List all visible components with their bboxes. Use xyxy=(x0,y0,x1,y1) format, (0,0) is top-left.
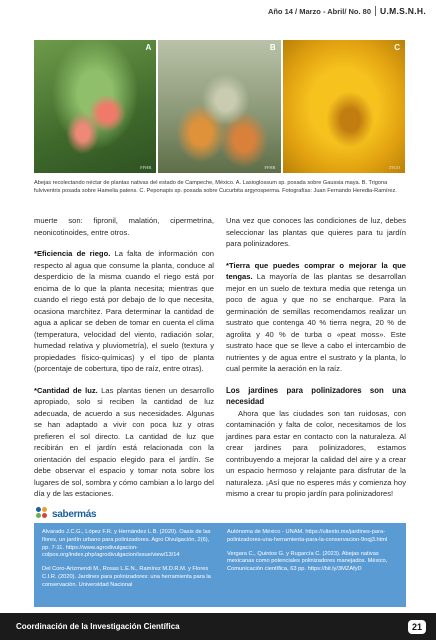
paragraph xyxy=(34,248,214,375)
photo-a xyxy=(34,40,156,173)
photo-b xyxy=(158,40,280,173)
photo-letter: A xyxy=(145,43,152,52)
paragraph: Una vez que conoces las condiciones de luz, debes seleccionar las plantas que quieres para tu jardín para polinizadores. xyxy=(226,216,406,248)
paragraph-lead: *Eficiencia de riego. xyxy=(34,249,111,258)
page-footer xyxy=(0,613,436,640)
paragraph-body: La mayoría de las plantas se desarrollan mejor en un suelo de textura media que retenga un poco de agua y que no se encharque. Para la germinación de semillas recomendamos realizar un sustrato que contenga 40 % tierra negra, 20 % de agrolita y 40 % de turba o «peat moss». Este sustrato hace que se lleve a cabo el intercambio de nutrientes y de agua entre el sustrato y la planta, lo cual permite la aeración en la raíz. xyxy=(226,272,406,373)
footer-title: Coordinación de la Investigación Científica xyxy=(16,622,180,631)
paragraph xyxy=(34,385,214,500)
paragraph-lead: *Tierra que puedes comprar o mejorar la que tengas. xyxy=(226,260,406,281)
photo-credit: JTGO xyxy=(388,165,400,170)
section-heading: Los jardines para polinizadores son una necesidad xyxy=(226,385,406,406)
photo-letter: B xyxy=(269,43,276,52)
references-column-left xyxy=(42,529,213,601)
logo-text: sabermás xyxy=(52,508,97,520)
references-box xyxy=(34,523,406,607)
photo-c xyxy=(283,40,405,173)
reference-item: Del Coro-Arizmendi M., Rosas L.E.N., Ramírez M.D.R.M. y Flores C.I.R. (2020). Jardines para polinizadores: una herramienta para la conservación. Universidad Nacional xyxy=(42,566,211,588)
reference-item: Vergara C., Quintos G. y Rugarcía C. (2023). Abejas nativas mexicanas como potenciales polinizadores manejados. México, Comunicación científica, 63 pp. https://bit.ly/3MZAfyD xyxy=(227,550,388,573)
photo-caption: Abejas recolectando néctar de plantas nativas del estado de Campeche, México. A. Lasioglossum sp. posada sobre Gaussia maya. B. Trigona fulviventris posada sobre Hamelia patens. C. Peponapis sp. posada sobre Cucurbita argyrosperma. Fotografías: Juan Fernando Heredia-Ramírez. xyxy=(34,180,397,194)
page-header xyxy=(268,6,426,16)
page-number: 21 xyxy=(408,620,426,634)
photo-credit: FFHR xyxy=(140,165,152,170)
paragraph-body: Las plantas tienen un desarrollo apropiado, solo si reciben la cantidad de luz adecuada, de acuerdo a sus necesidades. Algunas se han adaptado a vivir con poca luz y otras prefieren el sol directo. La cantidad de luz que recibirán en el jardín está relacionada con la orientación del espacio elegido para el jardín. Se debe observar el espacio y tomar nota sobre los lugares de sol, sombra y cómo cambian a lo largo del día y de las estaciones. xyxy=(34,385,214,498)
right-column xyxy=(226,215,406,510)
photo-strip xyxy=(34,40,405,173)
photo-letter: C xyxy=(394,43,400,52)
journal-name: U.M.S.N.H. xyxy=(380,6,426,16)
sabermas-logo xyxy=(36,507,96,521)
paragraph-body: La falta de información con respecto al agua que consume la planta, conduce al desperdicio de la misma cuando el riego está por encima de lo que la planta necesita; mientras que cuando el riego está por debajo de lo que necesita, ocasiona marchitez. Para determinar la cantidad de agua a aplicar se deben de tomar en cuenta el clima (temperatura, velocidad del viento, radiación solar, humedad relativa y pluviometría), el suelo (textura y propiedades físico-químicas) y el tipo de planta (porcentaje de cobertura, tipo de raíz, entre otras). xyxy=(34,249,214,373)
paragraph: Ahora que las ciudades son tan ruidosas, con contaminación y falta de color, necesitamos de los jardines para estar en contacto con la naturaleza. Al crear jardines para polinizadores, estamos contribuyendo a mejorar la calidad del aire y a crear un espacio hermoso y relajante para disfrutar de la naturaleza. ¡Así que no esperes más y comienza hoy mismo a crear tu propio jardín para polinizadores! xyxy=(226,408,406,498)
paragraph: muerte son: fipronil, malatión, cipermetrina, neonicotinoides, entre otros. xyxy=(34,216,214,237)
reference-item: Alvarado J.C.G., López F.R. y Hernández L.B. (2020). Oasis de las flores, un jardín urbano para polinizadores. Agro Divulgación, 2(6), pp. 7-11. https://www.agrodivulgacion-colpos.org/index.php/agrodivulgacion/issue/view/13/14 xyxy=(42,529,211,559)
issue-info: Año 14 / Marzo - Abril/ No. 80 xyxy=(267,6,372,16)
logo-dots-icon xyxy=(36,507,50,521)
reference-item: Autónoma de México - UNAM. https://ultexto.mx/jardines-para-polinizadores-una-herramienta-para-la-conservacion-9nqj3.html xyxy=(227,529,388,543)
paragraph xyxy=(226,260,406,375)
references-column-right xyxy=(227,529,398,601)
photo-credit: FFHR xyxy=(264,165,276,170)
header-divider xyxy=(375,6,376,16)
left-column xyxy=(34,215,214,510)
paragraph-lead: *Cantidad de luz. xyxy=(34,385,98,395)
